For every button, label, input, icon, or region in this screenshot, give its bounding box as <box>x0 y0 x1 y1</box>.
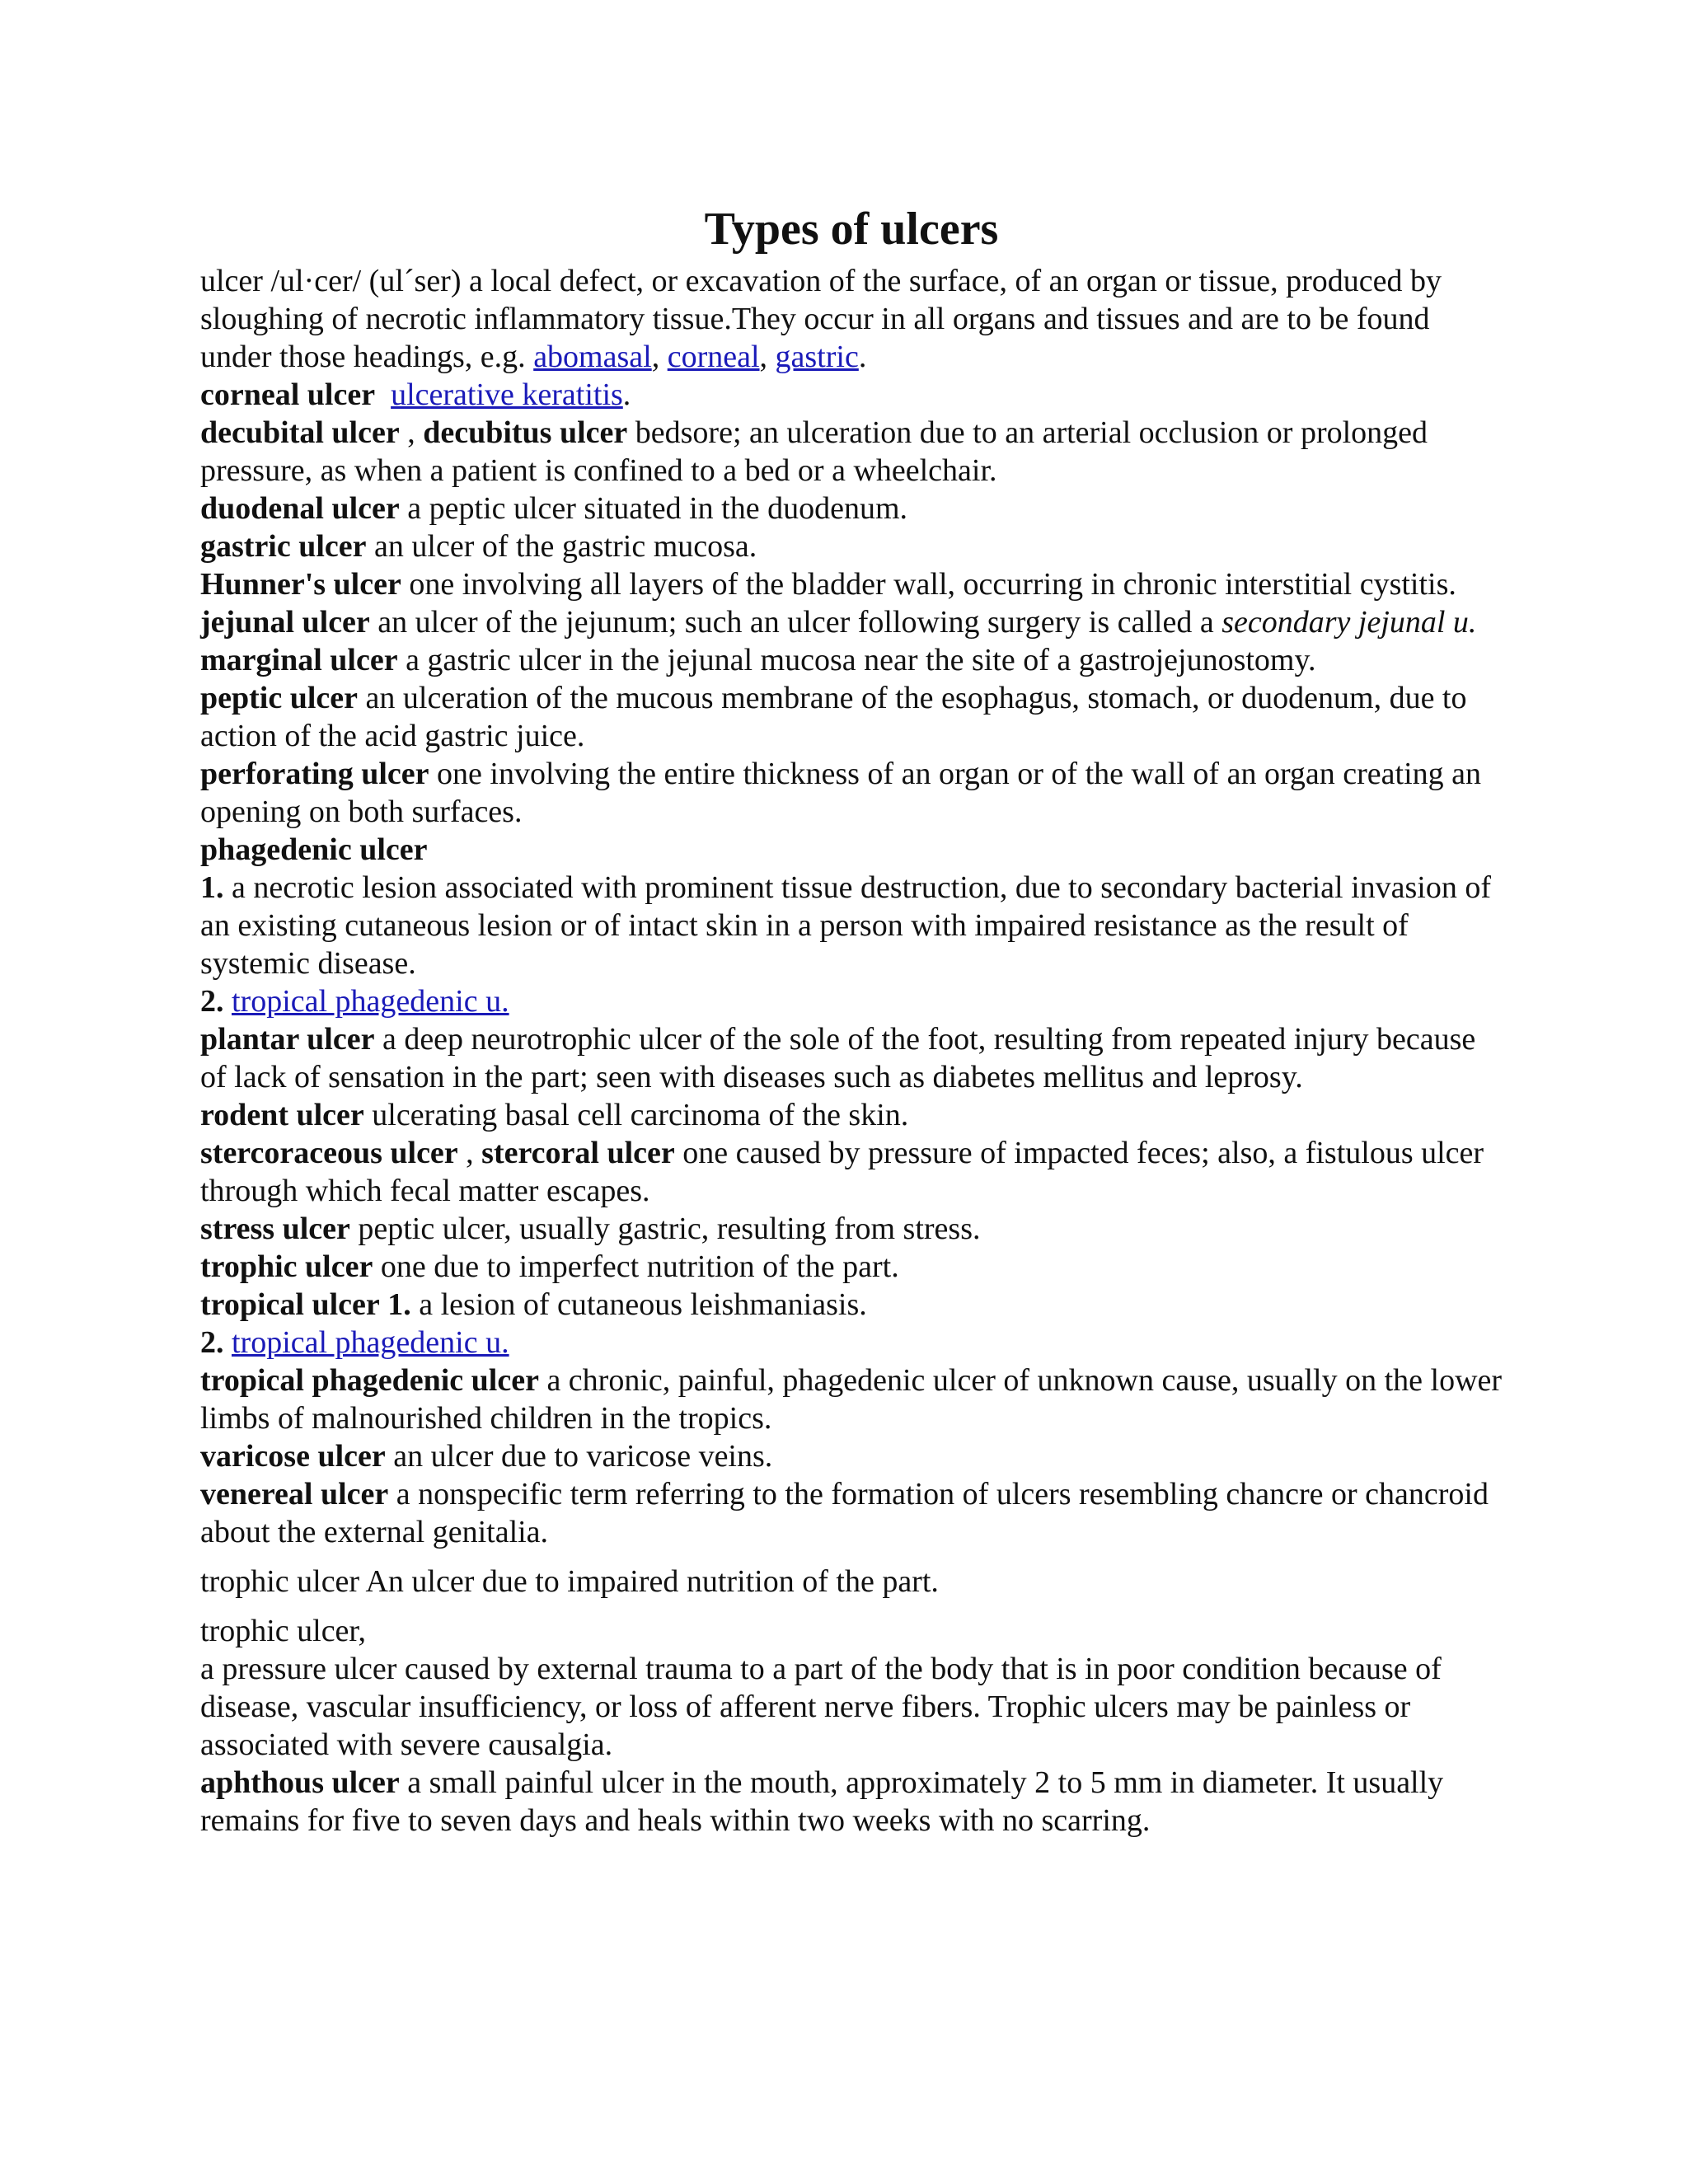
sense-number: 2. <box>200 1325 224 1360</box>
page-title: Types of ulcers <box>704 204 999 255</box>
entry-definition: a peptic ulcer situated in the duodenum. <box>399 491 908 526</box>
entry-definition: a chronic, painful, phagedenic ulcer of unknown cause, usually on the lower limbs of malnourished children in the tropics. <box>200 1363 1503 1436</box>
entry-definition: an ulceration of the mucous membrane of the esophagus, stomach, or duodenum, due to action of the acid gastric juice. <box>200 681 1467 753</box>
entry-term: venereal ulcer <box>200 1477 389 1511</box>
entry-marginal-ulcer <box>200 641 1503 679</box>
entry-venereal-ulcer <box>200 1475 1503 1551</box>
entry-term: stercoral ulcer <box>481 1136 675 1170</box>
entry-definition: a small painful ulcer in the mouth, approximately 2 to 5 mm in diameter. It usually remains for five to seven days and heals within two weeks with no scarring. <box>200 1765 1444 1838</box>
entry-definition: a necrotic lesion associated with prominent tissue destruction, due to secondary bacterial invasion of an existing cutaneous lesion or of intact skin in a person with impaired resistance as the result of systemic disease. <box>200 870 1491 981</box>
entry-italic-term: secondary jejunal u. <box>1221 605 1477 640</box>
entry-tropical-ulcer <box>200 1286 1503 1324</box>
entry-definition: a lesion of cutaneous leishmaniasis. <box>410 1287 867 1322</box>
entry-phagedenic-ulcer <box>200 831 1503 869</box>
document-page <box>200 196 1503 1840</box>
entry-definition: one due to imperfect nutrition of the part. <box>373 1249 899 1284</box>
entry-jejunal-ulcer <box>200 603 1503 641</box>
entry-definition: one involving the entire thickness of an organ or of the wall of an organ creating an opening on both surfaces. <box>200 757 1482 829</box>
document-body <box>200 262 1503 1840</box>
entry-term: corneal ulcer <box>200 377 376 412</box>
entry-rodent-ulcer <box>200 1096 1503 1134</box>
entry-term: stercoraceous ulcer <box>200 1136 458 1170</box>
entry-hunners-ulcer <box>200 565 1503 603</box>
intro-paragraph: ulcer /ul·cer/ (ul´ser) a local defect, or excavation of the surface, of an organ or tissue, produced by sloughing of necrotic inflammatory tissue.They occur in all organs and tissues and are to be found under those headings, e.g. abomasal, corneal, gastric. <box>200 264 1442 374</box>
entry-definition: ulcerating basal cell carcinoma of the skin. <box>363 1098 909 1132</box>
entry-term: duodenal ulcer <box>200 491 400 526</box>
entry-definition: a gastric ulcer in the jejunal mucosa near the site of a gastrojejunostomy. <box>397 643 1316 677</box>
entry-term: perforating ulcer <box>200 757 429 791</box>
abomasal-link[interactable]: abomasal <box>533 340 652 374</box>
entry-aphthous-ulcer <box>200 1764 1503 1840</box>
extra-trophic-heading: trophic ulcer, <box>200 1614 367 1648</box>
entry-trophic-ulcer <box>200 1248 1503 1286</box>
entry-definition: an ulcer due to varicose veins. <box>385 1439 773 1474</box>
entry-term: tropical ulcer <box>200 1287 380 1322</box>
entry-term: jejunal ulcer <box>200 605 370 640</box>
entry-term: stress ulcer <box>200 1212 350 1246</box>
corneal-link[interactable]: corneal <box>667 340 760 374</box>
entry-definition: an ulcer of the gastric mucosa. <box>366 529 757 564</box>
entry-varicose-ulcer <box>200 1437 1503 1475</box>
entry-term: plantar ulcer <box>200 1022 375 1057</box>
entry-definition: a nonspecific term referring to the formation of ulcers resembling chancre or chancroid about the external genitalia. <box>200 1477 1489 1549</box>
entry-decubital-ulcer: decubital ulcer , decubitus ulcer bedsore; an ulceration due to an arterial occlusion or prolonged pressure, as when a patient is confined to a bed or a wheelchair. <box>200 415 1428 488</box>
entry-duodenal-ulcer <box>200 490 1503 527</box>
entry-term: marginal ulcer <box>200 643 398 677</box>
entry-definition: one involving all layers of the bladder wall, occurring in chronic interstitial cystitis. <box>401 567 1456 602</box>
entry-stercoraceous-ulcer: stercoraceous ulcer , stercoral ulcer one caused by pressure of impacted feces; also, a fistulous ulcer through which fecal matter escapes. <box>200 1136 1484 1208</box>
tropical-phagedenic-link[interactable]: tropical phagedenic u. <box>232 1325 509 1360</box>
intro-text: ulcer /ul·cer/ (ul´ser) a local defect, or excavation of the surface, of an organ or tissue, produced by sloughing of necrotic inflammatory tissue.They occur in all organs and tissues and are to be found under those headings, e.g. <box>200 264 1442 374</box>
extra-trophic-text: a pressure ulcer caused by external trauma to a part of the body that is in poor condition because of disease, vascular insufficiency, or loss of afferent nerve fibers. Trophic ulcers may be painless or associated with severe causalgia. <box>200 1652 1442 1762</box>
entry-term: phagedenic ulcer <box>200 832 428 867</box>
entry-corneal-ulcer: corneal ulcer ulcerative keratitis. <box>200 377 631 412</box>
entry-gastric-ulcer <box>200 527 1503 565</box>
entry-peptic-ulcer <box>200 679 1503 755</box>
entry-phagedenic-sense-1 <box>200 869 1503 982</box>
gastric-link[interactable]: gastric <box>775 340 859 374</box>
entry-definition: bedsore; an ulceration due to an arterial occlusion or prolonged pressure, as when a patient is confined to a bed or a wheelchair. <box>200 415 1428 488</box>
sense-number: 2. <box>200 984 224 1019</box>
tropical-phagedenic-link[interactable]: tropical phagedenic u. <box>232 984 509 1019</box>
entry-perforating-ulcer <box>200 755 1503 831</box>
sense-number: 1. <box>200 870 224 905</box>
entry-stress-ulcer <box>200 1210 1503 1248</box>
ulcerative-keratitis-link[interactable]: ulcerative keratitis <box>391 377 623 412</box>
entry-definition: a deep neurotrophic ulcer of the sole of the foot, resulting from repeated injury because of lack of sensation in the part; seen with diseases such as diabetes mellitus and leprosy. <box>200 1022 1476 1094</box>
entry-term: decubital ulcer <box>200 415 400 450</box>
entry-term: rodent ulcer <box>200 1098 364 1132</box>
entry-term: aphthous ulcer <box>200 1765 400 1800</box>
entry-term: decubitus ulcer <box>423 415 628 450</box>
entry-term: trophic ulcer <box>200 1249 373 1284</box>
entry-definition: peptic ulcer, usually gastric, resulting from stress. <box>349 1212 981 1246</box>
sense-number: 1. <box>387 1287 411 1322</box>
extra-trophic-definition: trophic ulcer An ulcer due to impaired nutrition of the part. <box>200 1564 939 1599</box>
entry-plantar-ulcer <box>200 1020 1503 1096</box>
entry-definition: one caused by pressure of impacted feces; also, a fistulous ulcer through which fecal matter escapes. <box>200 1136 1484 1208</box>
entry-term: peptic ulcer <box>200 681 359 715</box>
entry-phagedenic-sense-2 <box>200 982 1503 1020</box>
entry-tropical-phagedenic-ulcer <box>200 1361 1503 1437</box>
entry-term: varicose ulcer <box>200 1439 386 1474</box>
entry-definition: an ulcer of the jejunum; such an ulcer following surgery is called a <box>369 605 1222 640</box>
entry-term: Hunner's ulcer <box>200 567 401 602</box>
entry-term: tropical phagedenic ulcer <box>200 1363 539 1398</box>
entry-tropical-sense-2 <box>200 1324 1503 1361</box>
entry-term: gastric ulcer <box>200 529 367 564</box>
